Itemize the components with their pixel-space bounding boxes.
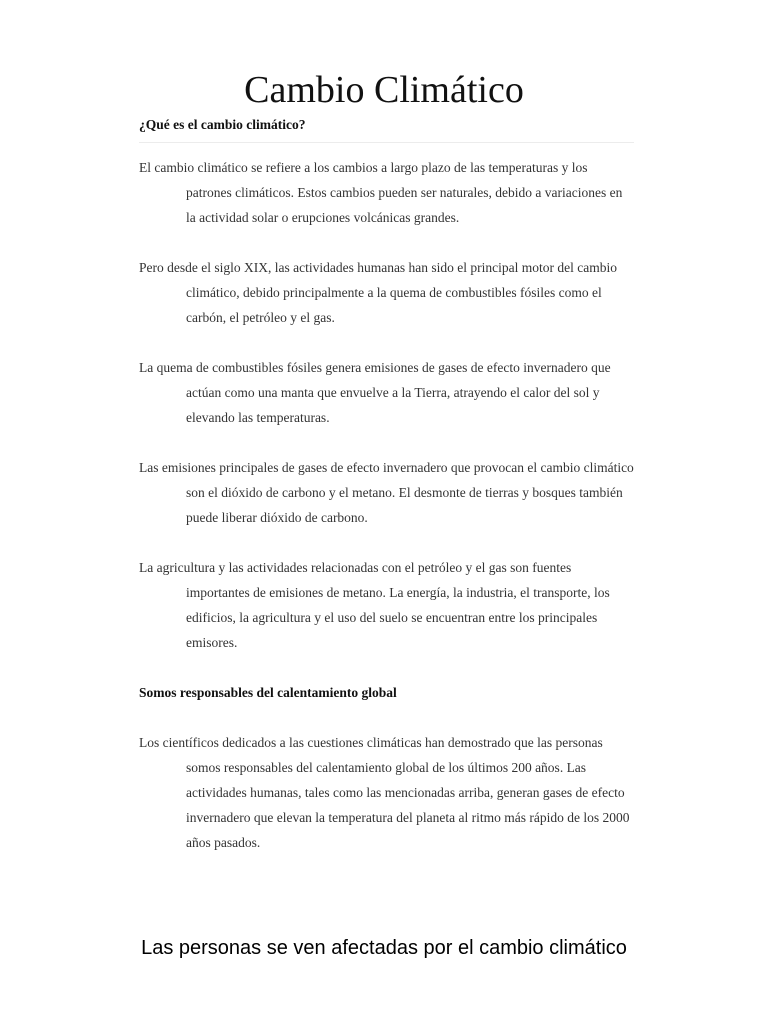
paragraph: Los científicos dedicados a las cuestiones climáticas han demostrado que las personas somos responsables del calentamiento global de los últimos 200 años. Las actividades humanas, tales como las mencionadas arriba, generan gases de efecto invernadero que elevan la temperatura del planeta al ritmo más rápido de los 2000 años pasados.	[139, 735, 630, 850]
paragraph: Pero desde el siglo XIX, las actividades humanas han sido el principal motor del cambio climático, debido principalmente a la quema de combustibles fósiles como el carbón, el petróleo y el gas.	[139, 260, 618, 325]
paragraph: La quema de combustibles fósiles genera emisiones de gases de efecto invernadero que actúan como una manta que envuelve a la Tierra, atrayendo el calor del sol y elevando las temperaturas.	[139, 360, 611, 425]
paragraph: Las emisiones principales de gases de efecto invernadero que provocan el cambio climático son el dióxido de carbono y el metano. El desmonte de tierras y bosques también puede liberar dióxido de carbono.	[139, 460, 634, 525]
article-body	[139, 114, 634, 880]
page-title: Cambio Climático	[244, 69, 524, 112]
paragraph: La agricultura y las actividades relacionadas con el petróleo y el gas son fuentes importantes de emisiones de metano. La energía, la industria, el transporte, los edificios, la agricultura y el uso del suelo se encuentran entre los principales emisores.	[139, 560, 610, 650]
section-heading-affected: Las personas se ven afectadas por el cambio climático	[141, 937, 627, 959]
section-heading-what-is: ¿Qué es el cambio climático?	[139, 114, 634, 143]
paragraph: El cambio climático se refiere a los cambios a largo plazo de las temperaturas y los patrones climáticos. Estos cambios pueden ser naturales, debido a variaciones en la actividad solar o erupciones volcánicas grandes.	[139, 160, 623, 225]
section-heading-responsible: Somos responsables del calentamiento global	[139, 685, 397, 700]
